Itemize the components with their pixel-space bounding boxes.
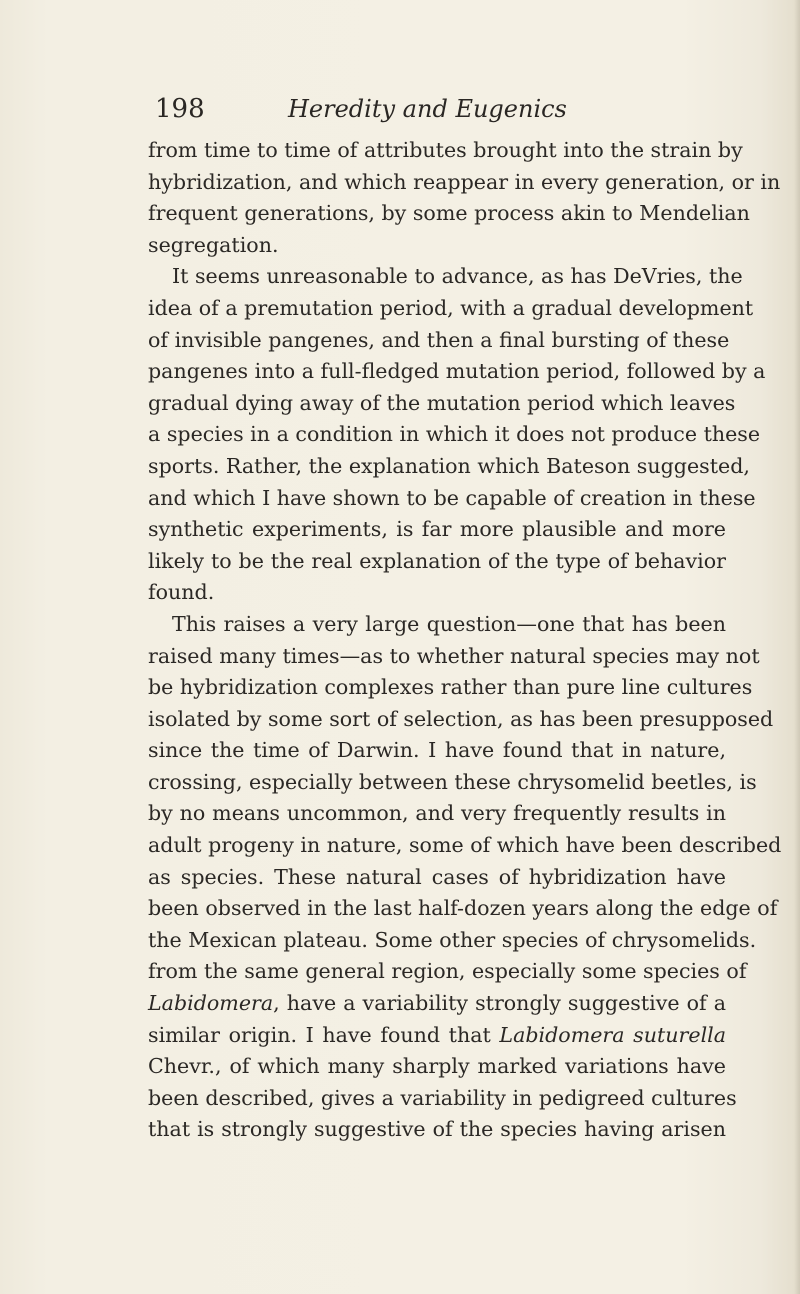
text-line: as species. These natural cases of hybridization have [148, 864, 726, 889]
text-line: This raises a very large question—one that has been [172, 611, 726, 636]
running-title: Heredity and Eugenics [288, 95, 567, 123]
text-line: by no means uncommon, and very frequently results in [148, 801, 726, 826]
text-line: synthetic experiments, is far more plausible and more [148, 517, 726, 542]
text-fragment: , have a variability strongly suggestive of a [273, 991, 726, 1016]
text-line [148, 1020, 726, 1052]
text-line: segregation. [148, 232, 279, 257]
page-header [155, 94, 675, 130]
text-line: found. [148, 580, 215, 605]
text-line: and which I have shown to be capable of creation in these [148, 485, 756, 510]
text-line [148, 988, 726, 1020]
text-line: since the time of Darwin. I have found that in nature, [148, 738, 726, 763]
italic-genus-name: Labidomera [148, 991, 274, 1016]
text-line: sports. Rather, the explanation which Bateson suggested, [148, 453, 750, 478]
text-line: that is strongly suggestive of the species having arisen [148, 1117, 726, 1142]
text-line: likely to be the real explanation of the type of behavior [148, 548, 726, 573]
text-line: isolated by some sort of selection, as has been presupposed [148, 706, 774, 731]
page-number: 198 [155, 94, 205, 124]
text-line: raised many times—as to whether natural species may not [148, 643, 760, 668]
text-line: crossing, especially between these chrysomelid beetles, is [148, 769, 757, 794]
text-line: gradual dying away of the mutation period which leaves [148, 390, 736, 415]
text-line: been described, gives a variability in pedigreed cultures [148, 1085, 737, 1110]
text-line: pangenes into a full-fledged mutation period, followed by a [148, 359, 766, 384]
text-line: hybridization, and which reappear in every generation, or in [148, 169, 781, 194]
page-edge-shadow [794, 0, 800, 1294]
text-line: from the same general region, especially some species of [148, 959, 747, 984]
text-line: a species in a condition in which it does not produce these [148, 422, 761, 447]
italic-species-name: Labidomera suturella [499, 1022, 727, 1047]
text-line: of invisible pangenes, and then a final bursting of these [148, 327, 730, 352]
text-line: frequent generations, by some process akin to Mendelian [148, 201, 750, 226]
text-line: idea of a premutation period, with a gradual development [148, 295, 754, 320]
text-line: from time to time of attributes brought into the strain by [148, 138, 743, 162]
text-line: It seems unreasonable to advance, as has DeVries, the [172, 264, 743, 289]
text-line: adult progeny in nature, some of which have been described [148, 833, 782, 858]
text-line: the Mexican plateau. Some other species of chrysomelids. [148, 927, 757, 952]
text-line: been observed in the last half-dozen years along the edge of [148, 896, 778, 921]
text-fragment: similar origin. I have found that [148, 1022, 491, 1047]
text-line: Chevr., of which many sharply marked variations have [148, 1054, 726, 1079]
text-line: be hybridization complexes rather than pure line cultures [148, 675, 753, 700]
body-text [148, 135, 782, 1146]
